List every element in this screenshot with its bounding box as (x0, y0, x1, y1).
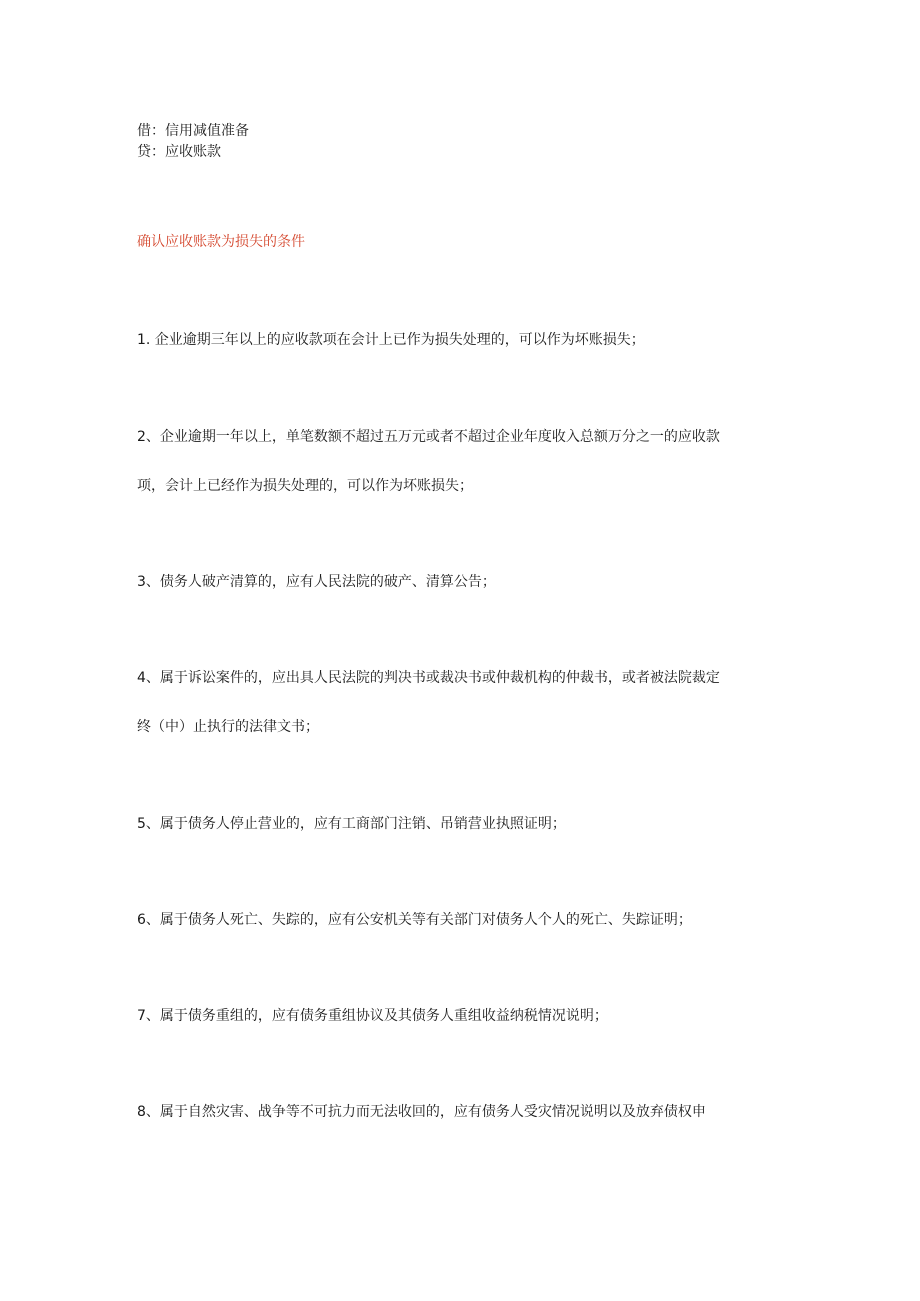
condition-5: 5、属于债务人停止营业的，应有工商部门注销、吊销营业执照证明； (137, 816, 566, 832)
condition-1: 1. 企业逾期三年以上的应收款项在会计上已作为损失处理的，可以作为坏账损失； (137, 332, 645, 348)
condition-3: 3、债务人破产清算的，应有人民法院的破产、清算公告； (137, 574, 496, 590)
condition-7: 7、属于债务重组的，应有债务重组协议及其债务人重组收益纳税情况说明； (137, 1008, 608, 1024)
section-title: 确认应收账款为损失的条件 (137, 234, 305, 250)
condition-4-line-1: 4、属于诉讼案件的，应出具人民法院的判决书或裁决书或仲裁机构的仲裁书，或者被法院裁定 (137, 670, 720, 686)
condition-8: 8、属于自然灾害、战争等不可抗力而无法收回的，应有债务人受灾情况说明以及放弃债权申 (137, 1104, 706, 1120)
condition-2-line-2: 项，会计上已经作为损失处理的，可以作为坏账损失； (137, 478, 473, 494)
condition-6: 6、属于债务人死亡、失踪的，应有公安机关等有关部门对债务人个人的死亡、失踪证明； (137, 912, 692, 928)
condition-2-line-1: 2、企业逾期一年以上，单笔数额不超过五万元或者不超过企业年度收入总额万分之一的应收款 (137, 429, 720, 445)
journal-debit: 借：信用减值准备 (137, 123, 249, 139)
condition-4-line-2: 终（中）止执行的法律文书； (137, 719, 319, 735)
journal-credit: 贷：应收账款 (137, 144, 221, 160)
